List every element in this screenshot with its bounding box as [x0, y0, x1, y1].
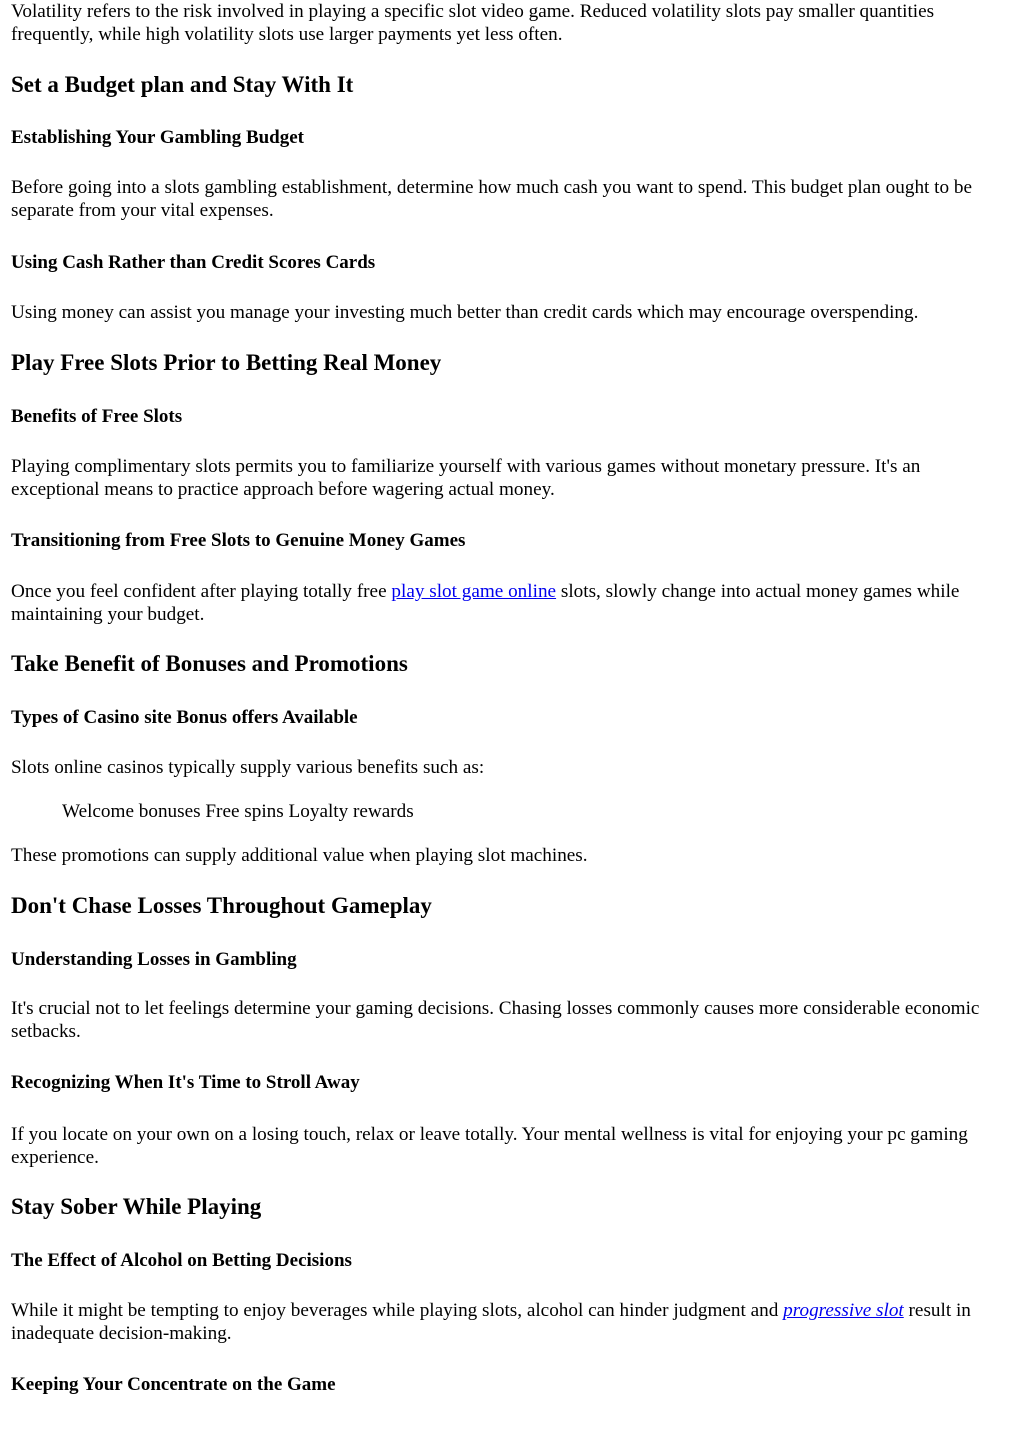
paragraph-transitioning — [11, 580, 1008, 626]
paragraph-cash: Using money can assist you manage your investing much better than credit cards which may encourage overspending. — [11, 302, 919, 323]
subheading-alcohol: The Effect of Alcohol on Betting Decisions — [11, 1250, 352, 1271]
paragraph-walk-away: If you locate on your own on a losing touch, relax or leave totally. Your mental wellness is vital for enjoying your pc gaming experience. — [11, 1124, 968, 1168]
section-heading-sober: Stay Sober While Playing — [11, 1194, 262, 1219]
subheading-transitioning: Transitioning from Free Slots to Genuine Money Games — [11, 530, 466, 551]
paragraph-losses: It's crucial not to let feelings determine your gaming decisions. Chasing losses commonly causes more considerable economic setbacks. — [11, 998, 980, 1042]
subheading-concentrate: Keeping Your Concentrate on the Game — [11, 1374, 336, 1395]
paragraph-text: Once you feel confident after playing totally free — [11, 581, 392, 602]
subheading-walk-away: Recognizing When It's Time to Stroll Away — [11, 1072, 360, 1093]
subheading-understanding-losses: Understanding Losses in Gambling — [11, 949, 297, 970]
paragraph-free-slots: Playing complimentary slots permits you to familiarize yourself with various games without monetary pressure. It's an exceptional means to practice approach before wagering actual money. — [11, 456, 921, 500]
paragraph-text: result in inadequate decision-making. — [11, 1300, 971, 1344]
bonus-list — [62, 800, 1008, 823]
paragraph-promotions: These promotions can supply additional value when playing slot machines. — [11, 845, 588, 866]
play-slot-game-online-link[interactable]: play slot game online — [391, 581, 557, 602]
section-heading-free-slots: Play Free Slots Prior to Betting Real Money — [11, 350, 442, 375]
section-heading-losses: Don't Chase Losses Throughout Gameplay — [11, 893, 432, 918]
intro-paragraph: Volatility refers to the risk involved in playing a specific slot video game. Reduced volatility slots pay smaller quantities frequently, while high volatility slots use larger payments yet less often. — [11, 1, 935, 45]
list-item: Free spins — [205, 801, 284, 822]
subheading-cash-vs-credit: Using Cash Rather than Credit Scores Cards — [11, 252, 376, 273]
progressive-slot-link[interactable]: progressive slot — [783, 1300, 904, 1321]
paragraph-text: While it might be tempting to enjoy beverages while playing slots, alcohol can hinder judgment and — [11, 1300, 784, 1321]
paragraph-bonuses-intro: Slots online casinos typically supply various benefits such as: — [11, 757, 485, 778]
paragraph-text: slots, slowly change into actual money games while maintaining your budget. — [11, 581, 960, 625]
subheading-benefits-free-slots: Benefits of Free Slots — [11, 406, 183, 427]
subheading-bonus-types: Types of Casino site Bonus offers Available — [11, 707, 358, 728]
section-heading-budget: Set a Budget plan and Stay With It — [11, 72, 354, 97]
list-item: Welcome bonuses — [62, 801, 201, 822]
subheading-establishing-budget: Establishing Your Gambling Budget — [11, 127, 305, 148]
paragraph-budget: Before going into a slots gambling establishment, determine how much cash you want to spend. This budget plan ought to be separate from your vital expenses. — [11, 177, 972, 221]
section-heading-bonuses: Take Benefit of Bonuses and Promotions — [11, 651, 408, 676]
list-item: Loyalty rewards — [288, 801, 414, 822]
paragraph-alcohol — [11, 1299, 1008, 1345]
